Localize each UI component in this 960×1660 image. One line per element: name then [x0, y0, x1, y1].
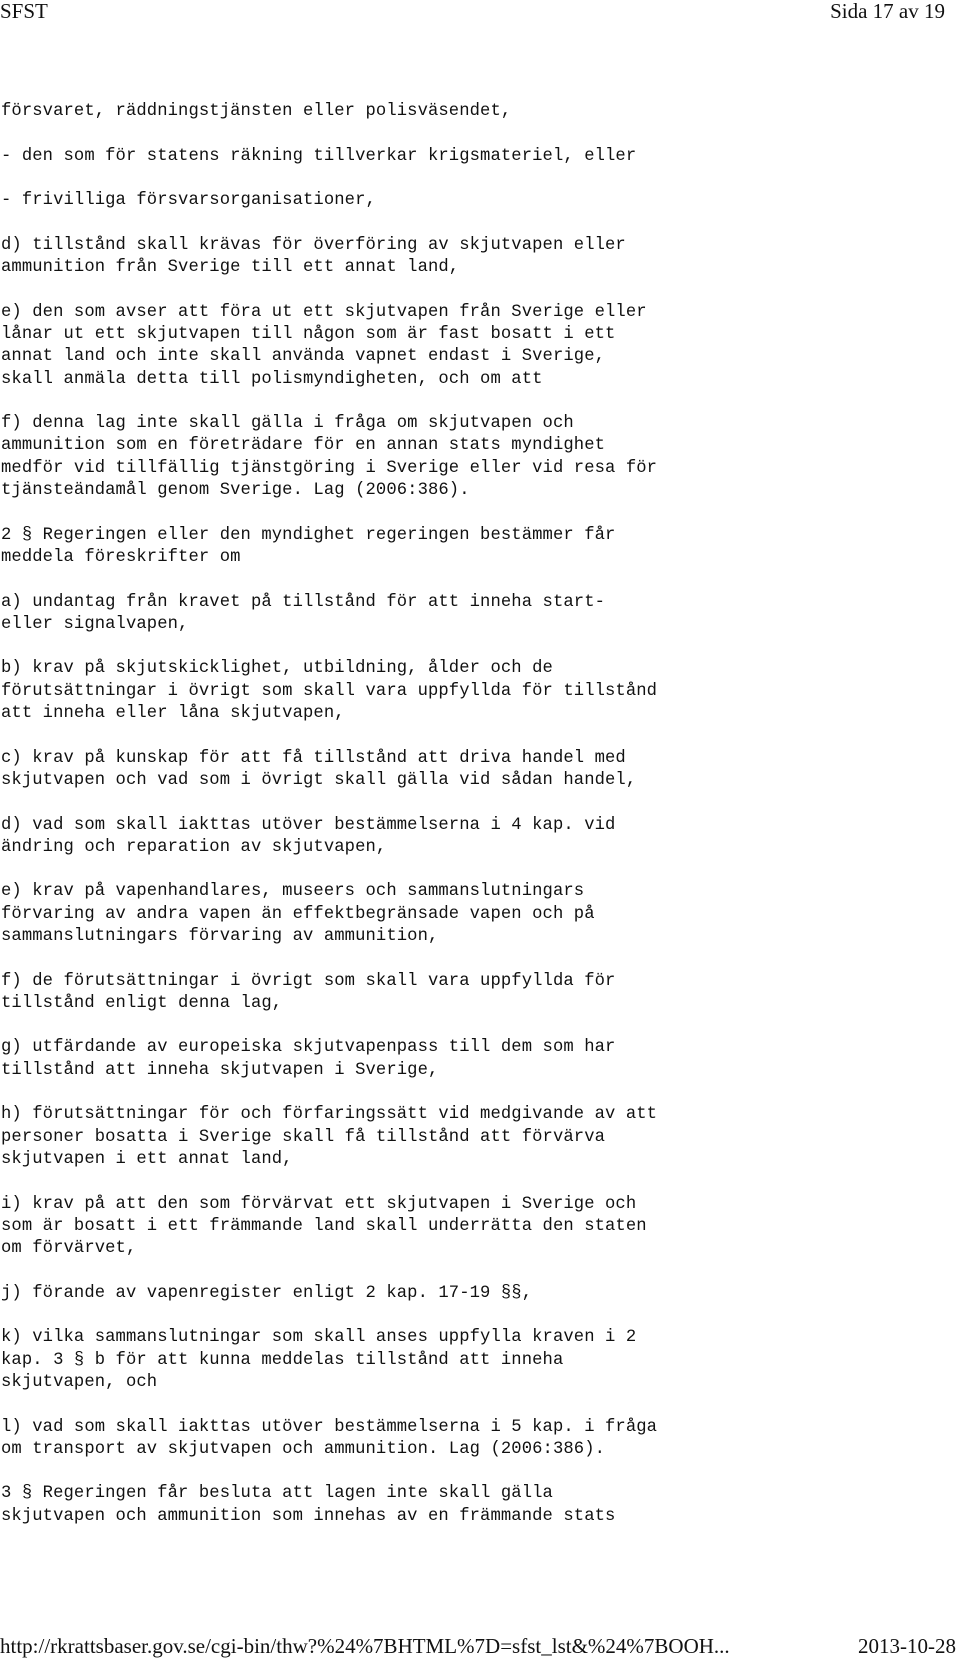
- text-line: e) krav på vapenhandlares, museers och sammanslutningars: [1, 882, 585, 902]
- text-line: sammanslutningars förvaring av ammunition,: [1, 926, 439, 946]
- text-line: lånar ut ett skjutvapen till någon som är fast bosatt i ett: [1, 324, 616, 344]
- paragraph: [1, 971, 950, 1016]
- text-line: tillstånd enligt denna lag,: [1, 993, 283, 1013]
- paragraph: [1, 1194, 950, 1261]
- text-line: om förvärvet,: [1, 1239, 137, 1259]
- text-line: förvaring av andra vapen än effektbegränsade vapen och på: [1, 904, 595, 924]
- paragraph: [1, 1037, 950, 1082]
- text-line: - frivilliga försvarsorganisationer,: [1, 191, 376, 211]
- text-line: 2 § Regeringen eller den myndighet regeringen bestämmer får: [1, 525, 616, 545]
- text-line: g) utfärdande av europeiska skjutvapenpass till dem som har: [1, 1038, 616, 1058]
- paragraph: [1, 1104, 950, 1171]
- text-line: medför vid tillfällig tjänstgöring i Sverige eller vid resa för: [1, 458, 658, 478]
- text-line: skjutvapen och ammunition som innehas av en främmande stats: [1, 1506, 616, 1526]
- text-line: om transport av skjutvapen och ammunition. Lag (2006:386).: [1, 1439, 606, 1459]
- text-line: f) denna lag inte skall gälla i fråga om skjutvapen och: [1, 414, 574, 434]
- page-header: [0, 0, 960, 24]
- text-line: j) förande av vapenregister enligt 2 kap. 17-19 §§,: [1, 1283, 533, 1303]
- text-line: annat land och inte skall använda vapnet endast i Sverige,: [1, 347, 606, 367]
- paragraph: [1, 815, 950, 860]
- text-line: förutsättningar i övrigt som skall vara uppfyllda för tillstånd: [1, 681, 658, 701]
- text-line: att inneha eller låna skjutvapen,: [1, 704, 345, 724]
- text-line: skjutvapen och vad som i övrigt skall gälla vid sådan handel,: [1, 770, 637, 790]
- text-line: skjutvapen i ett annat land,: [1, 1149, 293, 1169]
- paragraph: [1, 881, 950, 948]
- paragraph: [1, 146, 950, 168]
- text-line: h) förutsättningar för och förfaringssätt vid medgivande av att: [1, 1105, 658, 1125]
- document-body: [1, 101, 950, 1550]
- paragraph: [1, 1483, 950, 1528]
- text-line: försvaret, räddningstjänsten eller polisväsendet,: [1, 102, 512, 121]
- text-line: a) undantag från kravet på tillstånd för att inneha start-: [1, 592, 606, 612]
- text-line: l) vad som skall iakttas utöver bestämmelserna i 5 kap. i fråga: [1, 1417, 658, 1437]
- paragraph: [1, 525, 950, 570]
- text-line: ändring och reparation av skjutvapen,: [1, 837, 387, 857]
- header-title: SFST: [0, 0, 48, 23]
- paragraph: [1, 302, 950, 391]
- text-line: d) tillstånd skall krävas för överföring av skjutvapen eller: [1, 235, 626, 255]
- text-line: - den som för statens räkning tillverkar krigsmateriel, eller: [1, 146, 637, 166]
- text-line: meddela föreskrifter om: [1, 547, 241, 567]
- paragraph: [1, 1283, 950, 1305]
- paragraph: [1, 190, 950, 212]
- footer-date: 2013-10-28: [858, 1634, 956, 1658]
- text-line: skjutvapen, och: [1, 1372, 158, 1392]
- text-line: som är bosatt i ett främmande land skall underrätta den staten: [1, 1216, 647, 1236]
- footer-url: http://rkrattsbaser.gov.se/cgi-bin/thw?%24%7BHTML%7D=sfst_lst&%24%7BOOH...: [0, 1634, 730, 1658]
- text-line: tjänsteändamål genom Sverige. Lag (2006:386).: [1, 481, 470, 501]
- text-line: 3 § Regeringen får besluta att lagen inte skall gälla: [1, 1484, 553, 1504]
- text-line: ammunition som en företrädare för en annan stats myndighet: [1, 436, 606, 456]
- text-line: k) vilka sammanslutningar som skall anses uppfylla kraven i 2: [1, 1328, 637, 1348]
- paragraph: [1, 592, 950, 637]
- text-line: i) krav på att den som förvärvat ett skjutvapen i Sverige och: [1, 1194, 637, 1214]
- paragraph: [1, 748, 950, 793]
- paragraph: [1, 658, 950, 725]
- text-line: ammunition från Sverige till ett annat land,: [1, 258, 460, 278]
- text-line: skall anmäla detta till polismyndigheten, och om att: [1, 369, 543, 389]
- paragraph: [1, 1417, 950, 1462]
- text-line: c) krav på kunskap för att få tillstånd att driva handel med: [1, 748, 626, 768]
- paragraph: [1, 101, 950, 123]
- page-footer: [0, 1634, 960, 1660]
- text-line: e) den som avser att föra ut ett skjutvapen från Sverige eller: [1, 302, 647, 322]
- paragraph: [1, 235, 950, 280]
- page-number: Sida 17 av 19: [830, 0, 945, 23]
- text-line: f) de förutsättningar i övrigt som skall vara uppfyllda för: [1, 971, 616, 991]
- text-line: d) vad som skall iakttas utöver bestämmelserna i 4 kap. vid: [1, 815, 616, 835]
- text-line: b) krav på skjutskicklighet, utbildning, ålder och de: [1, 659, 553, 679]
- text-line: tillstånd att inneha skjutvapen i Sverige,: [1, 1060, 439, 1080]
- text-line: kap. 3 § b för att kunna meddelas tillstånd att inneha: [1, 1350, 564, 1370]
- paragraph: [1, 413, 950, 502]
- text-line: eller signalvapen,: [1, 614, 189, 634]
- paragraph: [1, 1327, 950, 1394]
- text-line: personer bosatta i Sverige skall få tillstånd att förvärva: [1, 1127, 606, 1147]
